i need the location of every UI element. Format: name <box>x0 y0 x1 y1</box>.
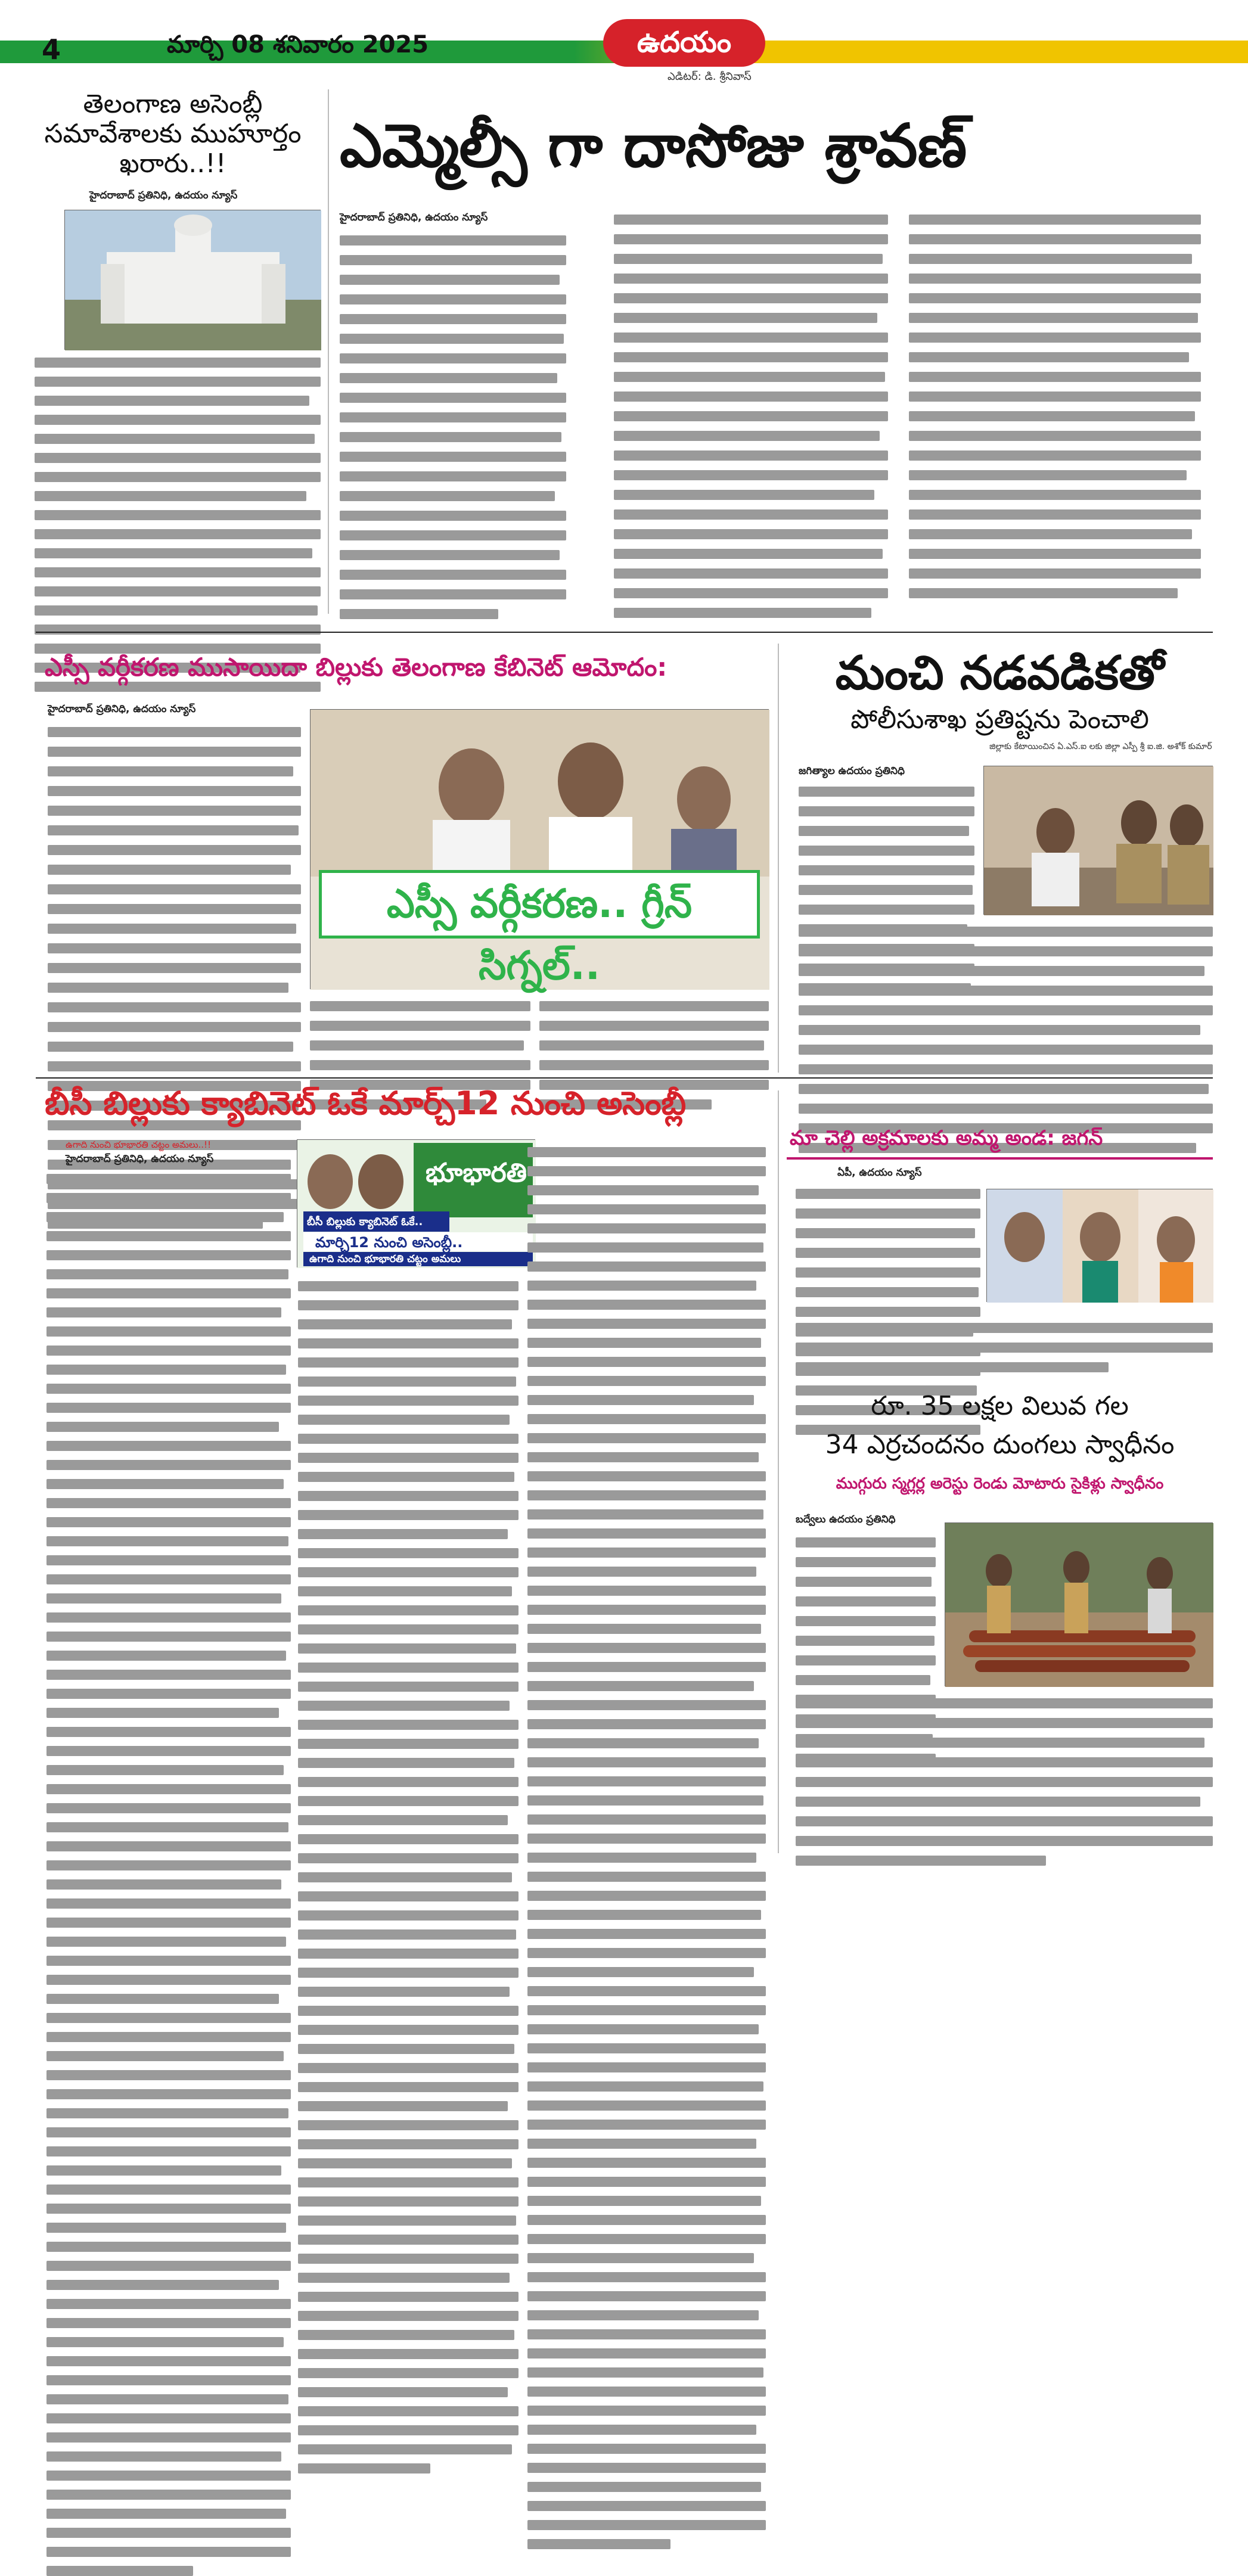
article2-byline: హైదరాబాద్ ప్రతినిధి, ఉదయం న్యూస్ <box>340 212 488 223</box>
section-rule-2 <box>36 1077 1213 1079</box>
newspaper-logo: ఉదయం <box>603 19 765 67</box>
bhubharati-title: భూభారతి <box>425 1158 527 1188</box>
bhubharati-line2: మార్చి12 నుంచి అసెంబ్లీ.. <box>315 1234 463 1251</box>
article6-byline: ఏపీ, ఉదయం న్యూస్ <box>837 1167 922 1179</box>
article6-rule <box>787 1157 1213 1160</box>
police-meeting-photo <box>983 766 1213 915</box>
police-meeting-illustration <box>984 766 1213 915</box>
column-rule <box>328 89 329 614</box>
article4-kicker: జిల్లాకు కేటాయించిన ఏ.ఎస్.ఐ లకు జిల్లా ఎస్పీ శ్రీ ఐ.జి. అశోక్ కుమార్ <box>989 742 1212 751</box>
article5-headline: బీసీ బిల్లుకు క్యాబినెట్ ఓకే మార్చ్12 నుంచి అసెంబ్లీ <box>45 1085 687 1122</box>
article2-body-col1 <box>340 235 566 619</box>
article7-subheadline: ముగ్గురు స్మగ్లర్ల అరెస్టు రెండు మోటారు సైకిళ్లు స్వాధీనం <box>836 1475 1164 1493</box>
article5-body-col2 <box>298 1281 519 2474</box>
article5-kicker: ఉగాది నుంచి భూభారతి చట్టం అమలు..!! <box>66 1139 212 1150</box>
section-rule-1 <box>36 632 1213 633</box>
article1-headline: తెలంగాణ అసెంబ్లీ సమావేశాలకు ముహూర్తం ఖరారు..!! <box>44 89 302 179</box>
article7-headline-line2: 34 ఎర్రచందనం దుంగలు స్వాధీనం <box>825 1430 1175 1460</box>
article1-body <box>35 358 321 692</box>
column-rule <box>778 644 779 1073</box>
article2-headline: ఎమ్మెల్సీ గా దాసోజు శ్రావణ్ <box>340 111 967 181</box>
bhubharati-line3: ఉగాది నుంచి భూభారతి చట్టం అమలు <box>309 1253 461 1265</box>
article5-byline: హైదరాబాద్ ప్రతినిధి, ఉదయం న్యూస్ <box>66 1153 214 1165</box>
issue-date: మార్చి 08 శనివారం 2025 <box>167 31 429 58</box>
article2-body-col2 <box>614 215 888 618</box>
article7-byline: బద్వేలు ఉదయం ప్రతినిధి <box>796 1514 896 1525</box>
article4-body-col2 <box>799 927 1213 1153</box>
assembly-building-photo <box>64 210 321 350</box>
article7-body-col2 <box>796 1698 1213 1866</box>
article6-body-col2 <box>796 1323 1213 1372</box>
article5-body-col1 <box>46 1174 291 2576</box>
jagan-family-photo <box>986 1189 1213 1302</box>
sandalwood-seizure-photo <box>945 1522 1213 1686</box>
article5-body-col3 <box>527 1147 766 2549</box>
page-number: 4 <box>42 33 61 66</box>
article4-byline: జగిత్యాల ఉదయం ప్రతినిధి <box>799 765 905 777</box>
article4-headline: మంచి నడవడికతో <box>835 647 1165 700</box>
article7-headline-line1: రూ. 35 లక్షల విలువ గల <box>871 1391 1129 1421</box>
article3-byline: హైదరాబాద్ ప్రతినిధి, ఉదయం న్యూస్ <box>48 703 196 715</box>
column-rule <box>778 1090 779 1853</box>
article3-photo-caption: ఎస్సీ వర్గీకరణ.. గ్రీన్ సిగ్నల్.. <box>319 870 760 939</box>
article3-headline: ఎస్సీ వర్గీకరణ ముసాయిదా బిల్లుకు తెలంగాణ కేబినెట్ ఆమోదం: <box>45 652 668 682</box>
bhubharati-graphic <box>297 1139 535 1267</box>
article6-headline: మా చెల్లి అక్రమాలకు అమ్మ అండ: జగన్ <box>790 1126 1103 1150</box>
article2-body-col3 <box>909 215 1201 598</box>
sandalwood-seizure-illustration <box>945 1523 1213 1687</box>
article1-byline: హైదరాబాద్ ప్రతినిధి, ఉదయం న్యూస్ <box>89 189 238 201</box>
masthead <box>0 0 1248 83</box>
article4-subheadline: పోలీసుశాఖ ప్రతిష్టను పెంచాలి <box>850 704 1149 735</box>
bhubharati-line1: బీసీ బిల్లుకు క్యాబినెట్ ఓకే.. <box>307 1216 423 1228</box>
assembly-building-illustration <box>65 210 321 350</box>
jagan-family-illustration <box>987 1189 1213 1303</box>
logo-tagline: ఎడిటర్: డి. శ్రీనివాస్ <box>668 70 752 83</box>
